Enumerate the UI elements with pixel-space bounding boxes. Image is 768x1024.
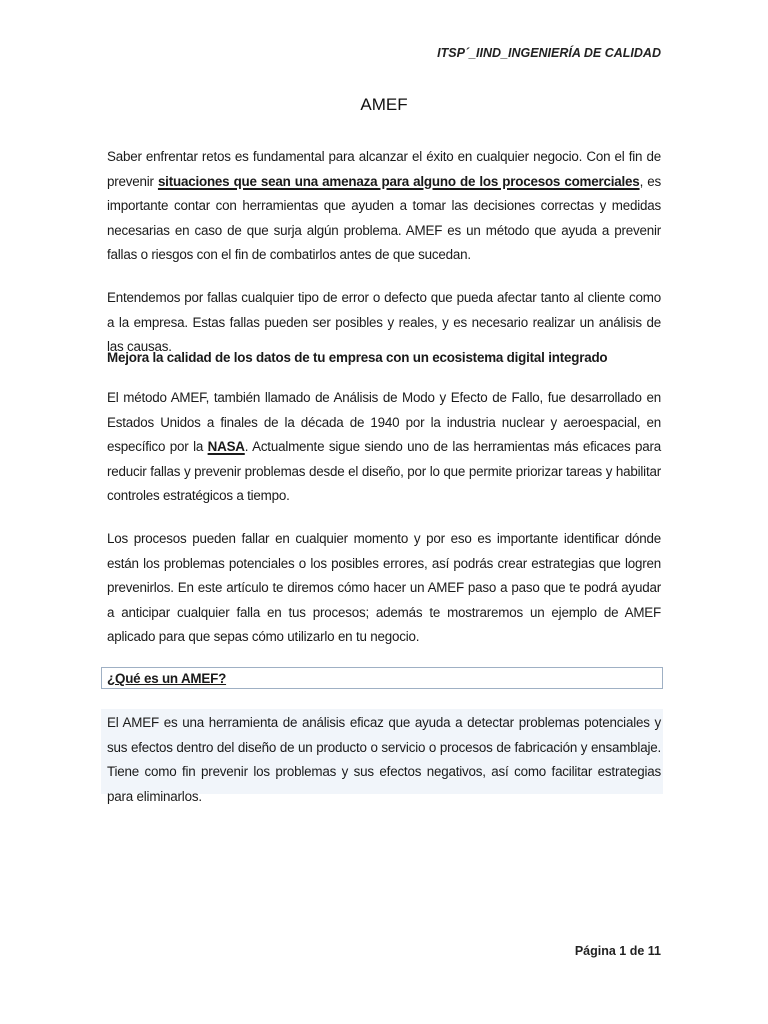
page-header: ITSP´_IIND_INGENIERÍA DE CALIDAD [437, 46, 661, 60]
page-number: Página 1 de 11 [574, 944, 661, 958]
failures-paragraph: Entendemos por fallas cualquier tipo de error o defecto que pueda afectar tanto al cliente como a la empresa. Estas fallas pueden ser posibles y reales, y es necesario realizar un análisis de las causas. [107, 290, 661, 354]
threats-link[interactable]: situaciones que sean una amenaza para alguno de los procesos comerciales [157, 173, 640, 189]
data-quality-heading: Mejora la calidad de los datos de tu empresa con un ecosistema digital integrado [107, 350, 608, 365]
intro-paragraph [107, 145, 661, 268]
history-text-b: . Actualmente sigue siendo uno de las herramientas más eficaces para reducir fallas y prevenir problemas desde el diseño, por lo que permite priorizar tareas y habilitar controles estratégicos a tiempo. [107, 439, 661, 503]
intro-text-b: , es importante contar con herramientas que ayuden a tomar las decisiones correctas y medidas necesarias en caso de que surja algún problema. AMEF es un método que ayuda a prevenir fallas o riesgos con el fin de combatirlos antes de que sucedan. [107, 173, 661, 262]
what-is-amef-heading: ¿Qué es un AMEF? [101, 667, 663, 689]
history-text-a: El método AMEF, también llamado de Análisis de Modo y Efecto de Fallo, fue desarrollado en Estados Unidos a finales de la década de 1940 por la industria nuclear y aeroespacial, en específico por la [107, 390, 661, 454]
definition-paragraph: El AMEF es una herramienta de análisis eficaz que ayuda a detectar problemas potenciales y sus efectos dentro del diseño de un producto o servicio o procesos de fabricación y ensamblaje. Tiene como fin prevenir los problemas y sus efectos negativos, así como facilitar estrategias para eliminarlos. [107, 715, 661, 804]
nasa-link[interactable]: NASA [207, 439, 245, 454]
processes-paragraph: Los procesos pueden fallar en cualquier momento y por eso es importante identificar dónde están los problemas potenciales o los posibles errores, así podrás crear estrategias que logren prevenirlos. En este artículo te diremos cómo hacer un AMEF paso a paso que te podrá ayudar a anticipar cualquier falla en tus procesos; además te mostraremos un ejemplo de AMEF aplicado para que sepas cómo utilizarlo en tu negocio. [107, 531, 661, 644]
intro-text-a: Saber enfrentar retos es fundamental para alcanzar el éxito en cualquier negocio. Con el fin de prevenir [107, 149, 661, 189]
history-paragraph [107, 386, 661, 509]
document-title: AMEF [360, 95, 408, 114]
